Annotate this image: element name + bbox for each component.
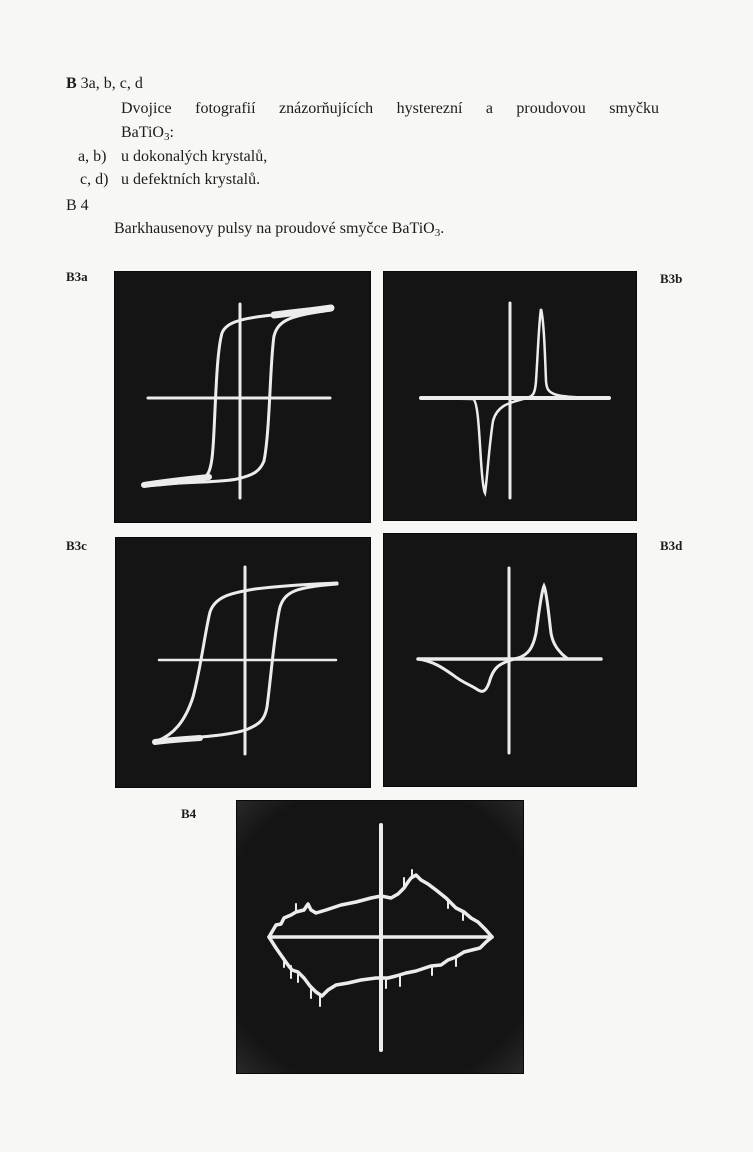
photo-b3b-current-loop xyxy=(383,271,637,521)
oscilloscope-trace-b3c xyxy=(115,537,371,788)
caption-b3-heading: B 3a, b, c, d xyxy=(66,75,143,92)
oscilloscope-trace-b4 xyxy=(236,800,524,1074)
photo-b3c-hysteresis-loop xyxy=(115,537,371,788)
oscilloscope-trace-b3b xyxy=(383,271,637,521)
item-marker: a, b) xyxy=(78,148,107,165)
photo-b3d-current-loop xyxy=(383,533,637,787)
figure-label-b3d: B3d xyxy=(660,538,683,553)
oscilloscope-trace-b3a xyxy=(114,271,371,523)
caption-b3-line1: Dvojice fotografií znázorňujících hysterezní a proudovou smyčku xyxy=(121,100,659,117)
caption-b4-heading: B 4 xyxy=(66,197,89,214)
photo-b3a-hysteresis-loop xyxy=(114,271,371,523)
item-text: u defektních krystalů. xyxy=(121,171,261,188)
item-text: u dokonalých krystalů, xyxy=(121,148,268,165)
photo-b4-barkhausen-pulses xyxy=(236,800,524,1074)
figure-label-b3b: B3b xyxy=(660,271,683,286)
item-marker: c, d) xyxy=(80,171,109,188)
caption-b3-item-ab xyxy=(78,147,267,167)
figure-label-b3c: B3c xyxy=(66,538,87,553)
figure-label-b3a: B3a xyxy=(66,269,88,284)
caption-b3-line2: BaTiO$_3$: xyxy=(121,124,174,143)
caption-b3-item-cd xyxy=(80,170,260,190)
figure-label-b4: B4 xyxy=(181,806,197,821)
caption-b4-text: Barkhausenovy pulsy na proudové smyčce BaTiO$_3$. xyxy=(114,220,445,239)
oscilloscope-trace-b3d xyxy=(383,533,637,787)
